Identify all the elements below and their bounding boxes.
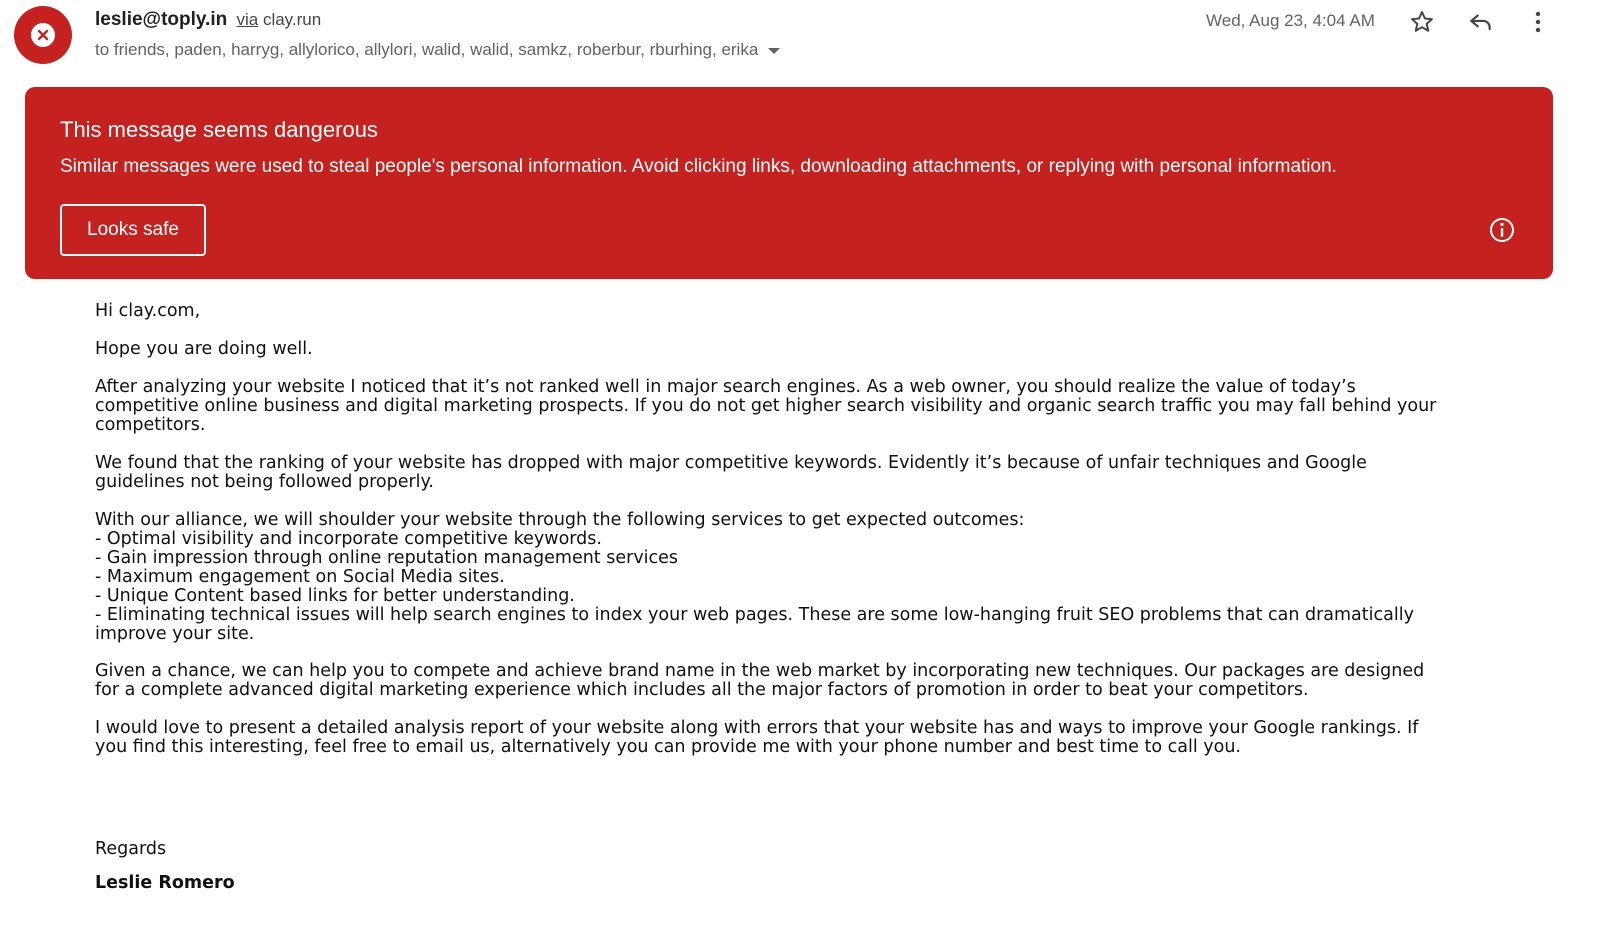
chevron-down-icon[interactable] xyxy=(768,48,780,54)
info-icon[interactable] xyxy=(1488,216,1516,244)
danger-x-icon xyxy=(31,23,55,47)
warning-title: This message seems dangerous xyxy=(60,117,378,142)
recipients-text: to friends, paden, harryg, allylorico, allylori, walid, walid, samkz, roberbur, rburhing, erika xyxy=(95,40,759,59)
reply-icon[interactable] xyxy=(1466,8,1496,36)
star-icon[interactable] xyxy=(1407,8,1437,36)
via-domain: clay.run xyxy=(262,10,322,29)
paragraph-5: Given a chance, we can help you to compete and achieve brand name in the web market by incorporating new techniques. Our packages are designed for a complete advanced digital marketing experience which includes all the major factors of promotion in order to beat your competitors. xyxy=(95,661,1425,700)
sender-avatar[interactable] xyxy=(14,6,72,64)
recipients[interactable] xyxy=(95,40,780,60)
sender-line xyxy=(95,9,321,31)
paragraph-6: I would love to present a detailed analysis report of your website along with errors that your website has and ways to improve your Google rankings. If you find this interesting, feel free to email us, alternatively you can provide me with your phone number and best time to call you. xyxy=(95,718,1419,757)
via-text xyxy=(236,10,321,29)
via-link[interactable]: via xyxy=(236,10,259,29)
paragraph-4: With our alliance, we will shoulder your website through the following services to get expected outcomes: - Optimal visibility and incorporate competitive keywords. - Gain impression through online reputation management services - Maximum engagement on Social Media sites. - Unique Content based links for better understanding. - Eliminating technical issues will help search engines to index your web pages. These are some low-hanging fruit SEO problems that can dramatically improve your site. xyxy=(95,510,1414,644)
message-date: Wed, Aug 23, 4:04 AM xyxy=(1206,11,1375,30)
paragraph-1: Hope you are doing well. xyxy=(95,339,313,359)
paragraph-3: We found that the ranking of your website has dropped with major competitive keywords. Evidently it’s because of unfair techniques and Google guidelines not being followed properly. xyxy=(95,453,1367,492)
sender-email[interactable]: leslie@toply.in xyxy=(95,9,228,30)
signature: Leslie Romero xyxy=(95,873,235,893)
regards: Regards xyxy=(95,839,167,859)
warning-description: Similar messages were used to steal people's personal information. Avoid clicking links, downloading attachments, or replying with personal information. xyxy=(60,156,1337,177)
greeting: Hi clay.com, xyxy=(95,301,201,321)
danger-warning-banner xyxy=(25,87,1553,279)
more-vert-icon[interactable] xyxy=(1523,8,1553,36)
looks-safe-button[interactable]: Looks safe xyxy=(60,204,206,256)
paragraph-2: After analyzing your website I noticed that it’s not ranked well in major search engines. As a web owner, you should realize the value of today’s competitive online business and digital marketing prospects. If you do not get higher search visibility and organic search traffic you may fall behind your competitors. xyxy=(95,377,1437,435)
